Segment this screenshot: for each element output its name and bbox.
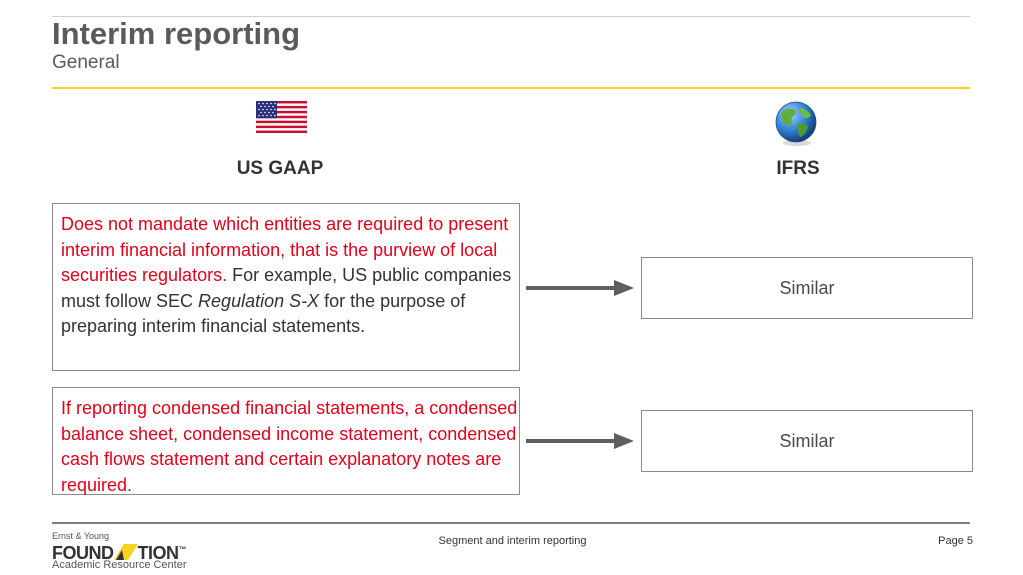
us-gaap-text-red: Does not mandate which entities are required to present interim financial information, that is the purview of local securities regulators.: [61, 214, 509, 285]
us-gaap-text-red: If reporting condensed financial statements, a condensed balance sheet, condensed income statement, condensed cash flows statement and certain explanatory notes are required.: [61, 398, 518, 495]
us-gaap-box-1: [52, 203, 520, 371]
arrow-right-icon: [526, 431, 636, 451]
accent-rule: [52, 87, 970, 89]
page-title: Interim reporting: [52, 16, 301, 51]
logo-top-text: Ernst & Young: [52, 531, 110, 541]
us-gaap-box-2: [52, 387, 520, 495]
us-gaap-text-italic: Regulation S-X: [198, 290, 320, 311]
arrow-right-icon: [526, 278, 636, 298]
ifrs-box-2: [641, 410, 973, 472]
globe-icon: [773, 101, 819, 147]
ifrs-text: Similar: [779, 430, 835, 451]
page-number: Page 5: [938, 535, 973, 547]
ifrs-text: Similar: [779, 277, 835, 298]
footer-rule: [52, 522, 970, 524]
foundation-logo: [52, 531, 252, 571]
logo-main-text: FOUND TION™: [52, 543, 186, 563]
us-gaap-text: for the purpose of preparing interim financial statements.: [61, 290, 466, 336]
us-gaap-text: For example, US public companies must follow SEC: [61, 265, 512, 311]
page-subtitle: General: [52, 52, 120, 73]
beam-logo-icon: [114, 544, 138, 560]
ifrs-box-1: [641, 257, 973, 319]
us-gaap-heading: US GAAP: [236, 158, 324, 179]
us-flag-icon: [256, 101, 307, 133]
ifrs-heading: IFRS: [776, 158, 820, 179]
logo-sub-text: Academic Resource Center: [52, 559, 187, 571]
footer-section-title: Segment and interim reporting: [438, 535, 587, 547]
